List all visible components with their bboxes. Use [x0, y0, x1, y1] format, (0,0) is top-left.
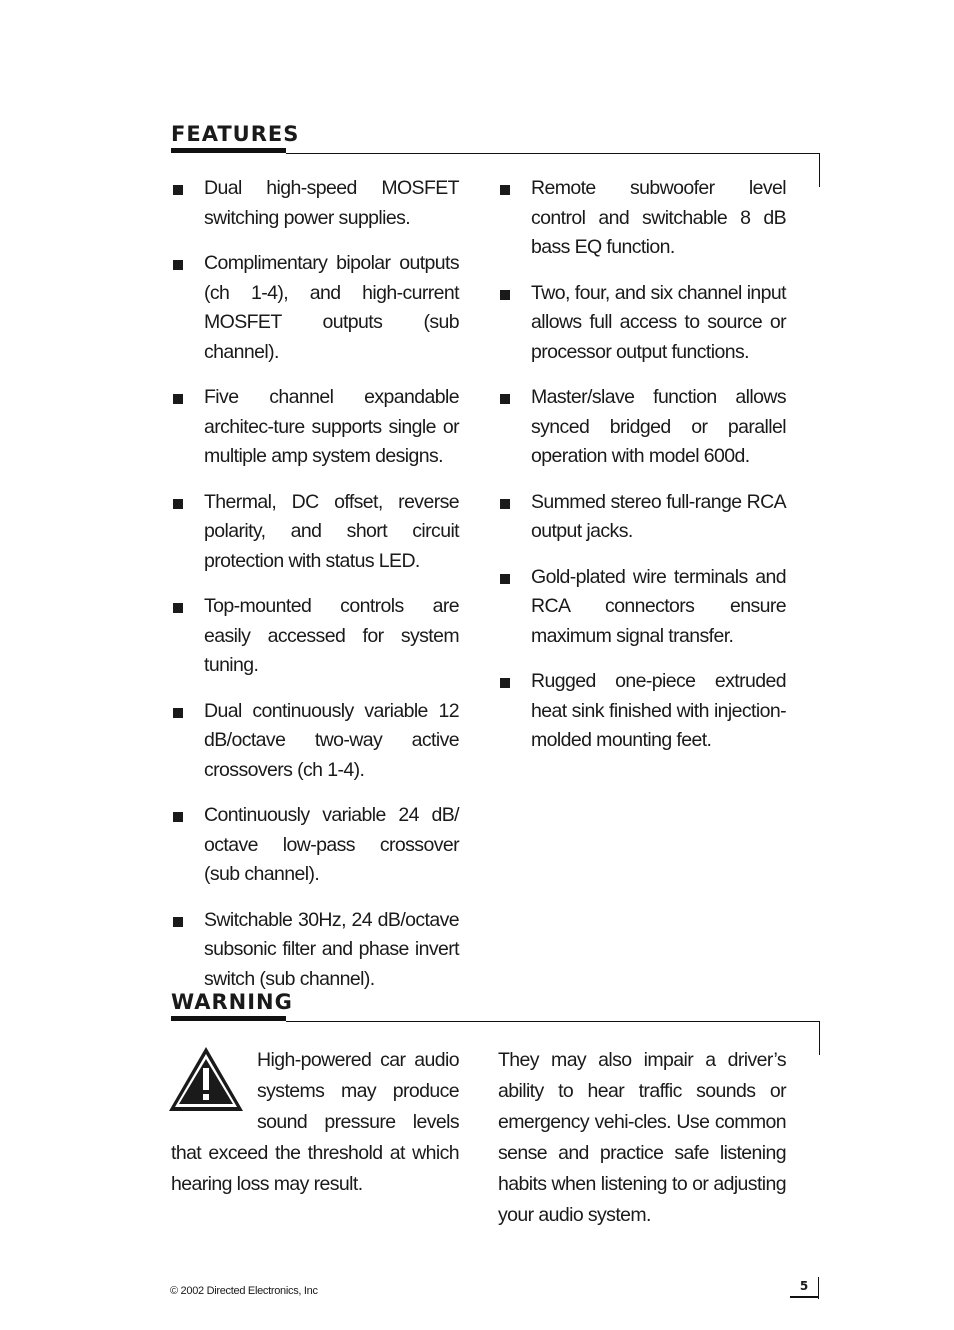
page-number-tick	[818, 1277, 819, 1299]
bullet-square-icon	[173, 499, 183, 509]
features-rule-tick	[819, 153, 820, 187]
feature-item: Gold-plated wire terminals and RCA connectors ensure maximum signal transfer.	[498, 563, 786, 652]
bullet-square-icon	[173, 917, 183, 927]
bullet-square-icon	[500, 290, 510, 300]
feature-item: Top-mounted controls are easily accessed for system tuning.	[171, 592, 459, 681]
feature-item: Two, four, and six channel input allows full access to source or processor output functions.	[498, 279, 786, 368]
bullet-square-icon	[500, 574, 510, 584]
bullet-square-icon	[500, 394, 510, 404]
warning-rule-tick	[819, 1021, 820, 1055]
bullet-square-icon	[173, 812, 183, 822]
warning-left-text-block	[171, 1045, 459, 1200]
warning-right-text: They may also impair a driver’s ability to hear traffic sounds or emergency vehi-cles. Use common sense and practice safe listening habits when listening to or adjusting your audio system.	[498, 1049, 786, 1226]
feature-item: Summed stereo full-range RCA output jacks.	[498, 488, 786, 547]
bullet-square-icon	[173, 185, 183, 195]
bullet-square-icon	[173, 394, 183, 404]
warning-triangle-icon	[169, 1045, 249, 1115]
warning-rule	[286, 1021, 819, 1022]
feature-item: Continuously variable 24 dB/ octave low-pass crossover (sub channel).	[171, 801, 459, 890]
warning-heading: WARNING	[171, 990, 286, 1021]
feature-item: Dual continuously variable 12 dB/octave two-way active crossovers (ch 1-4).	[171, 697, 459, 786]
warning-left-text: High-powered car audio systems may produce sound pressure levels that exceed the threshold at which hearing loss may result.	[171, 1049, 459, 1195]
bullet-square-icon	[500, 678, 510, 688]
bullet-square-icon	[500, 499, 510, 509]
feature-item: Switchable 30Hz, 24 dB/octave subsonic filter and phase invert switch (sub channel).	[171, 906, 459, 995]
feature-item: Remote subwoofer level control and switchable 8 dB bass EQ function.	[498, 174, 786, 263]
feature-item: Thermal, DC offset, reverse polarity, and short circuit protection with status LED.	[171, 488, 459, 577]
page-number: 5	[790, 1279, 818, 1298]
bullet-square-icon	[173, 603, 183, 613]
bullet-square-icon	[173, 260, 183, 270]
bullet-square-icon	[500, 185, 510, 195]
features-left-list	[171, 174, 459, 1010]
feature-item: Master/slave function allows synced bridged or parallel operation with model 600d.	[498, 383, 786, 472]
features-heading: FEATURES	[171, 122, 286, 153]
feature-item: Rugged one-piece extruded heat sink finished with injection-molded mounting feet.	[498, 667, 786, 756]
footer-copyright: © 2002 Directed Electronics, Inc	[170, 1285, 318, 1297]
bullet-square-icon	[173, 708, 183, 718]
feature-item: Complimentary bipolar outputs (ch 1-4), and high-current MOSFET outputs (sub channel).	[171, 249, 459, 367]
feature-item: Five channel expandable architec-ture supports single or multiple amp system designs.	[171, 383, 459, 472]
feature-item: Dual high-speed MOSFET switching power supplies.	[171, 174, 459, 233]
features-rule	[286, 153, 819, 154]
features-right-list	[498, 174, 786, 772]
